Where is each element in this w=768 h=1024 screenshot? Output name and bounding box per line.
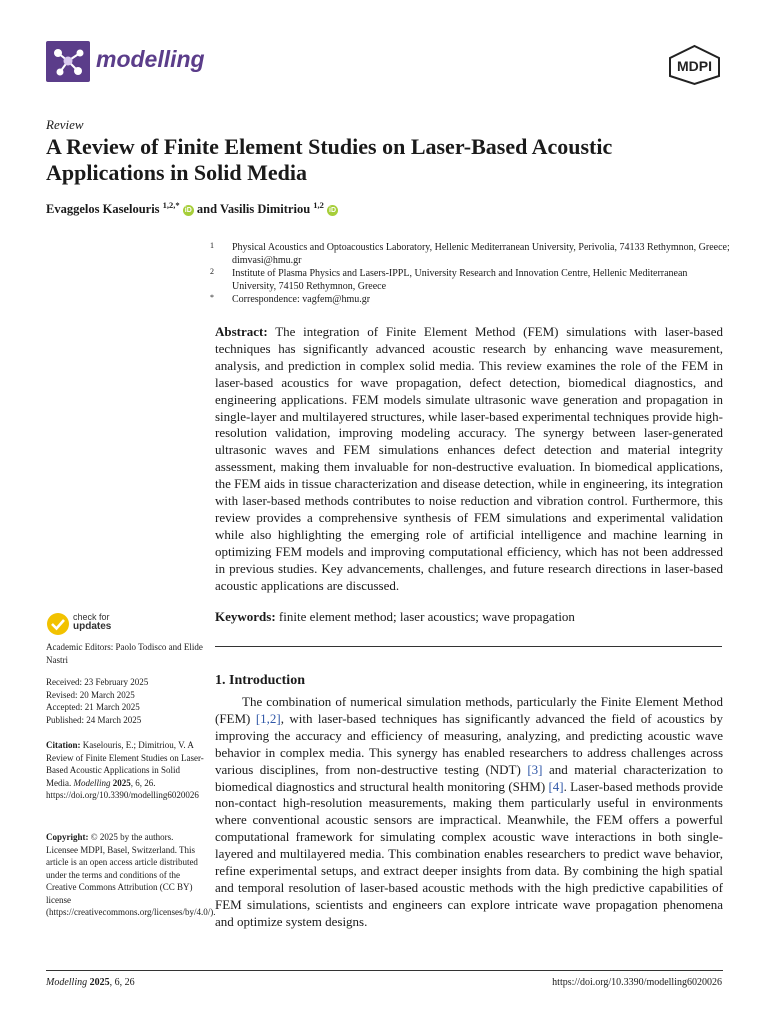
footer-year: 2025 xyxy=(89,977,110,988)
affiliation-text: Institute of Plasma Physics and Lasers-IPPL, University Research and Innovation Centre, Hellenic Mediterranean University, 74150 Rethymnon, Greece xyxy=(232,268,688,292)
date-published: Published: 24 March 2025 xyxy=(46,714,142,725)
keywords-text: finite element method; laser acoustics; wave propagation xyxy=(278,609,575,624)
copyright-text: © 2025 by the authors. Licensee MDPI, Basel, Switzerland. This article is an open access article distributed under the terms and conditions of the Creative Commons Attribution (CC BY) license (https://creativecommons.org/licenses/by/4.0/). xyxy=(46,832,216,917)
date-accepted: Accepted: 21 March 2025 xyxy=(46,702,140,712)
footer-divider xyxy=(46,970,723,971)
footer-volume: , 6, 26 xyxy=(109,977,135,988)
date-received: Received: 23 February 2025 xyxy=(46,677,149,687)
publication-dates xyxy=(46,676,206,726)
author-name[interactable]: Evaggelos Kaselouris xyxy=(46,202,160,217)
keywords-label: Keywords: xyxy=(215,609,276,624)
affiliation-number: * xyxy=(210,293,214,302)
author-affiliation-sup: 1,2 xyxy=(313,200,324,210)
journal-logo xyxy=(46,41,90,82)
introduction-paragraph xyxy=(215,694,723,931)
affiliation-number: 2 xyxy=(210,267,214,276)
affiliation-number: 1 xyxy=(210,241,214,250)
citation-volume[interactable]: , 6, 26. https://doi.org/10.3390/modelling6020026 xyxy=(46,777,199,800)
footer-citation xyxy=(46,977,135,988)
citation-year: 2025 xyxy=(112,777,131,788)
check-line2: updates xyxy=(73,621,112,632)
abstract xyxy=(215,324,723,595)
author-affiliation-sup: 1,2,* xyxy=(162,200,180,210)
article-type: Review xyxy=(46,117,84,132)
intro-text: . Laser-based methods provide non-contact high-resolution measurements, making them particularly useful in environments where conventional acoustic sensors are impractical. Meanwhile, the FEM offers a powerful computational framework for simulating complex acoustic wave interactions in both single-layered and multilayered media. This combination enables researchers to predict wave behavior, refine experimental setups, and extract deeper insights from data. By combining the high spatial and temporal resolution of laser-based acoustic methods with the high predictive capabilities of FEM simulations, scientists and engineers can explore intricate wave propagation phenomena and optimize system designs. xyxy=(215,778,723,929)
abstract-text: The integration of Finite Element Method (FEM) simulations with laser-based techniques has significantly advanced acoustic research by enhancing wave measurement, analysis, and prediction in complex solid media. This review examines the role of the FEM in laser-based acoustics for wave propagation, defect detection, biomedical diagnostics, and engineering applications. FEM models simulate ultrasonic wave generation and propagation in single-layer and multilayered structures, while laser-based experimental techniques provide high-resolution validation, improving modeling accuracy. The synergy between laser-generated ultrasonic waves and FEM simulations enhances defect detection and material integrity assessment, making them invaluable for non-destructive evaluation. In biomedical applications, the FEM aids in tissue characterization and disease detection, while in engineering, its integration with laser-based methods contributes to noise reduction and vibration control. Furthermore, this review provides a comprehensive synthesis of FEM simulations and experimental validation while also highlighting the emerging role of artificial intelligence and machine learning in optimizing FEM models and improving computational efficiency, which has not been addressed in previous studies. Key advancements, challenges, and future research directions in laser-based acoustic applications are discussed. xyxy=(215,324,724,593)
citation-label: Citation: xyxy=(46,740,81,750)
article-title: A Review of Finite Element Studies on Laser-Based Acoustic Applications in Solid Media xyxy=(46,134,613,185)
citation-journal: Modelling xyxy=(73,777,111,788)
intro-text: The combination of numerical simulation methods, particularly the Finite Element Method (FEM) xyxy=(215,694,723,726)
affiliation-text: Physical Acoustics and Optoacoustics Laboratory, Hellenic Mediterranean University, Perivolia, 74133 Rethymnon, Greece; dimvasi@hmu.gr xyxy=(232,242,730,266)
check-icon xyxy=(46,612,70,636)
citation-link[interactable]: [4] xyxy=(548,778,564,794)
check-line1: check for xyxy=(73,612,110,622)
intro-text: and material characterization to biomedical diagnostics and structural health monitoring (SHM) xyxy=(215,761,723,794)
mdpi-logo-text: MDPI xyxy=(677,58,712,74)
keywords xyxy=(215,609,723,626)
author-name[interactable]: Vasilis Dimitriou xyxy=(219,202,311,217)
copyright-block xyxy=(46,831,216,919)
journal-name: modelling xyxy=(96,46,205,72)
author-list xyxy=(46,200,338,217)
orcid-icon[interactable]: iD xyxy=(184,207,192,215)
citation-link[interactable]: [3] xyxy=(527,761,543,777)
divider xyxy=(215,646,722,647)
footer-journal: Modelling xyxy=(46,977,88,988)
section-heading: 1. Introduction xyxy=(215,673,305,688)
orcid-icon[interactable]: iD xyxy=(329,207,337,215)
academic-editors: Academic Editors: Paolo Todisco and Elide Nastri xyxy=(46,642,203,665)
network-icon xyxy=(46,41,90,82)
correspondence-text: Correspondence: vagfem@hmu.gr xyxy=(232,294,371,305)
check-for-updates-badge[interactable] xyxy=(46,611,118,637)
citation-text: Kaselouris, E.; Dimitriou, V. A Review of Finite Element Studies on Laser-Based Acoustic Applications in Solid Media. xyxy=(46,740,204,788)
abstract-label: Abstract: xyxy=(215,324,268,339)
citation-block xyxy=(46,739,206,802)
copyright-label: Copyright: xyxy=(46,832,89,842)
footer-doi[interactable]: https://doi.org/10.3390/modelling6020026 xyxy=(552,977,722,988)
citation-link[interactable]: [1,2] xyxy=(255,710,281,726)
intro-text: , with laser-based techniques has significantly advanced the field of acoustics by improving the accuracy and efficiency of measuring, analyzing, and predicting acoustic wave behavior in complex media. This synergy has enabled researchers to address challenges across various disciplines, from non-destructive testing (NDT) xyxy=(215,710,724,777)
mdpi-logo xyxy=(667,44,722,86)
author-conjunction: and xyxy=(196,202,218,217)
date-revised: Revised: 20 March 2025 xyxy=(46,689,135,700)
